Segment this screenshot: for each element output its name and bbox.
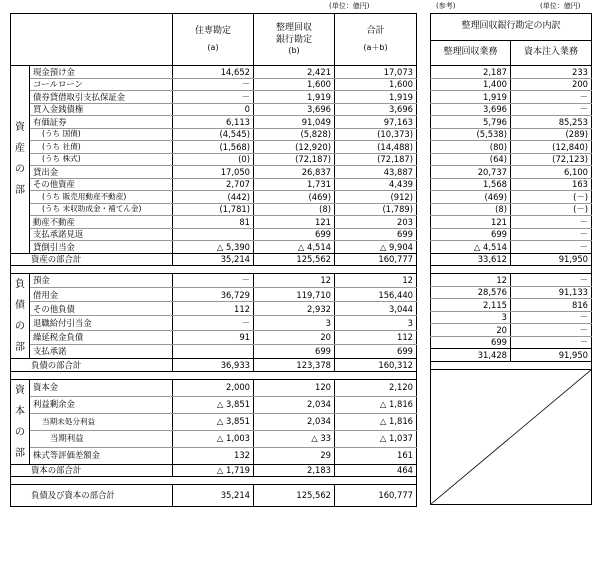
asset_rows-label: (うち 社債) (30, 141, 173, 154)
asset_rows-row (11, 66, 417, 79)
grand-total-c: 160,777 (335, 485, 417, 507)
liability_rows-row (11, 274, 417, 288)
asset_rows-value-c: 4,439 (335, 178, 417, 191)
asset_rows-value-a: (1,568) (173, 141, 254, 154)
capital_rows-section-label: 資 本 の 部 (11, 379, 30, 464)
asset_rows-row (431, 128, 592, 141)
asset_rows-value-c: 97,163 (335, 116, 417, 129)
asset_rows-row (11, 153, 417, 166)
asset_rows-row (11, 216, 417, 229)
liability_rows-value-e: － (511, 311, 592, 324)
capital_rows-value-c: △ 1,816 (335, 396, 417, 413)
asset_rows-label: その他資産 (30, 178, 173, 191)
asset_rows-label: (うち 株式) (30, 153, 173, 166)
asset_rows-row (431, 78, 592, 91)
asset_rows-row (431, 153, 592, 166)
liability_rows-label: 借用金 (30, 288, 173, 302)
asset_rows-value-c: 203 (335, 216, 417, 229)
liability_rows-value-a: 91 (173, 330, 254, 344)
liability_rows-label: その他負債 (30, 302, 173, 316)
asset_rows-value-c: 1,600 (335, 78, 417, 91)
asset_rows-value-e: (－) (511, 203, 592, 216)
header-col-d: 整理回収業務 (431, 41, 511, 66)
liability_rows-label: 繰延税金負債 (30, 330, 173, 344)
asset_rows-row (431, 91, 592, 104)
asset_rows-row (11, 128, 417, 141)
liability_rows-value-b: 699 (254, 344, 335, 358)
liability_rows-value-a (173, 344, 254, 358)
asset_rows-label: (うち 未収助成金・補てん金) (30, 203, 173, 216)
liability_rows-value-c: 112 (335, 330, 417, 344)
capital_rows-value-c: △ 1,037 (335, 430, 417, 447)
asset_rows-value-c: 1,919 (335, 91, 417, 104)
asset_rows-value-b: 2,421 (254, 66, 335, 79)
asset_rows-value-d: 33,612 (431, 253, 511, 266)
liability_rows-value-b: 119,710 (254, 288, 335, 302)
asset_rows-row (431, 141, 592, 154)
liability_rows-row (11, 316, 417, 330)
asset_rows-value-e: 85,253 (511, 116, 592, 129)
liability_rows-value-c: 3 (335, 316, 417, 330)
asset_rows-value-e: － (511, 91, 592, 104)
asset_rows-value-a: － (173, 91, 254, 104)
asset_rows-value-e: － (511, 228, 592, 241)
asset_rows-label: 支払承諾見返 (30, 228, 173, 241)
asset_rows-value-e: － (511, 241, 592, 254)
asset_rows-value-e: (－) (511, 191, 592, 204)
liability_rows-row (11, 302, 417, 316)
asset_rows-value-d: (469) (431, 191, 511, 204)
liability_rows-value-c: 160,312 (335, 359, 417, 372)
asset_rows-value-a: (442) (173, 191, 254, 204)
capital_rows-row (11, 379, 417, 396)
liability_rows-label: 負債の部合計 (11, 359, 173, 372)
asset_rows-value-b: △ 4,514 (254, 241, 335, 254)
asset_rows-row (431, 216, 592, 229)
asset_rows-section-label: 資 産 の 部 (11, 66, 30, 254)
asset_rows-value-b: 91,049 (254, 116, 335, 129)
asset_rows-label: 買入金銭債権 (30, 103, 173, 116)
asset_rows-value-a: 2,707 (173, 178, 254, 191)
asset_rows-row (11, 228, 417, 241)
unit-note-right: (単位：億円) (540, 2, 581, 10)
asset_rows-label: コールローン (30, 78, 173, 91)
asset_rows-value-c: (10,373) (335, 128, 417, 141)
right-title-row (431, 14, 592, 41)
asset_rows-value-c: △ 9,904 (335, 241, 417, 254)
capital_rows-row (11, 430, 417, 447)
asset_rows-row (11, 191, 417, 204)
asset_rows-row (11, 253, 417, 266)
capital_rows-row (11, 464, 417, 477)
capital_rows-label: 資本金 (30, 379, 173, 396)
capital_rows-value-c: 464 (335, 464, 417, 477)
liability_rows-value-d: 12 (431, 274, 511, 287)
capital_rows-label: 当期利益 (30, 430, 173, 447)
reference-note: (参考) (436, 2, 456, 10)
capital_rows-label: 利益剰余金 (30, 396, 173, 413)
asset_rows-value-b: (72,187) (254, 153, 335, 166)
asset_rows-value-b: 1,919 (254, 91, 335, 104)
diagonal-cell-row (431, 369, 592, 504)
unit-note: (単位：億円) (329, 2, 370, 10)
asset_rows-row (431, 166, 592, 179)
capital_rows-value-c: 2,120 (335, 379, 417, 396)
asset_rows-value-e: (289) (511, 128, 592, 141)
balance-sheet-table (10, 13, 417, 507)
capital_rows-value-b: 29 (254, 447, 335, 464)
asset_rows-value-d: 20,737 (431, 166, 511, 179)
capital_rows-value-c: 161 (335, 447, 417, 464)
liability_rows-value-e: 91,133 (511, 286, 592, 299)
asset_rows-value-e: 233 (511, 66, 592, 79)
capital_rows-value-a: △ 1,003 (173, 430, 254, 447)
header-col-e: 資本注入業務 (511, 41, 592, 66)
liability_rows-value-d: 2,115 (431, 299, 511, 312)
asset_rows-value-d: (8) (431, 203, 511, 216)
liability_rows-row (11, 344, 417, 358)
liability_rows-value-b: 2,932 (254, 302, 335, 316)
liability_rows-value-d: 699 (431, 336, 511, 349)
capital_rows-row (11, 413, 417, 430)
asset_rows-row (431, 228, 592, 241)
capital_rows-label: 当期未処分利益 (30, 413, 173, 430)
asset_rows-value-b: 1,731 (254, 178, 335, 191)
asset_rows-label: 動産不動産 (30, 216, 173, 229)
header-row (11, 14, 417, 66)
asset_rows-value-d: 3,696 (431, 103, 511, 116)
right-title: 整理回収銀行勘定の内訳 (431, 14, 592, 41)
asset_rows-value-e: － (511, 216, 592, 229)
asset_rows-value-e: 163 (511, 178, 592, 191)
asset_rows-label: 債券貸借取引支払保証金 (30, 91, 173, 104)
asset_rows-value-c: (72,187) (335, 153, 417, 166)
asset_rows-value-d: 121 (431, 216, 511, 229)
asset_rows-value-b: 1,600 (254, 78, 335, 91)
diagonal-cell (431, 369, 592, 504)
asset_rows-label: (うち 販売用動産不動産) (30, 191, 173, 204)
capital_rows-value-a: 132 (173, 447, 254, 464)
liability_rows-row (431, 349, 592, 362)
asset_rows-value-a: (1,781) (173, 203, 254, 216)
liability_rows-value-a: － (173, 316, 254, 330)
asset_rows-row (11, 241, 417, 254)
liability_rows-section-label: 負 債 の 部 (11, 274, 30, 359)
capital_rows-value-b: 2,034 (254, 396, 335, 413)
asset_rows-value-d: 2,187 (431, 66, 511, 79)
asset_rows-value-e: (12,840) (511, 141, 592, 154)
asset_rows-value-d: △ 4,514 (431, 241, 511, 254)
asset_rows-label: 有価証券 (30, 116, 173, 129)
asset_rows-value-e: 200 (511, 78, 592, 91)
liability_rows-label: 支払承諾 (30, 344, 173, 358)
capital_rows-label: 資本の部合計 (11, 464, 173, 477)
asset_rows-row (431, 66, 592, 79)
liability_rows-value-d: 28,576 (431, 286, 511, 299)
asset_rows-value-e: 91,950 (511, 253, 592, 266)
asset_rows-row (431, 191, 592, 204)
asset_rows-value-a: 35,214 (173, 253, 254, 266)
asset_rows-value-a: － (173, 78, 254, 91)
breakdown-table (430, 13, 592, 505)
asset_rows-value-b: 699 (254, 228, 335, 241)
capital_rows-row (11, 396, 417, 413)
asset_rows-row (11, 178, 417, 191)
asset_rows-row (431, 203, 592, 216)
asset_rows-value-b: (12,920) (254, 141, 335, 154)
liability_rows-row (431, 336, 592, 349)
asset_rows-value-a: (4,545) (173, 128, 254, 141)
asset_rows-value-b: (469) (254, 191, 335, 204)
asset_rows-value-d: 1,400 (431, 78, 511, 91)
liability_rows-row (11, 359, 417, 372)
liability_rows-row (431, 286, 592, 299)
asset_rows-row (11, 141, 417, 154)
asset_rows-label: 貸倒引当金 (30, 241, 173, 254)
liability_rows-label: 退職給付引当金 (30, 316, 173, 330)
header-blank (11, 14, 173, 66)
diagonal-stroke (431, 370, 591, 504)
asset_rows-value-b: (5,828) (254, 128, 335, 141)
asset_rows-value-d: 5,796 (431, 116, 511, 129)
liability_rows-value-b: 20 (254, 330, 335, 344)
asset_rows-value-b: 3,696 (254, 103, 335, 116)
asset_rows-value-a: (0) (173, 153, 254, 166)
asset_rows-value-b: 125,562 (254, 253, 335, 266)
capital_rows-row (11, 447, 417, 464)
asset_rows-value-a: 6,113 (173, 116, 254, 129)
liability_rows-value-e: － (511, 336, 592, 349)
grand-total-a: 35,214 (173, 485, 254, 507)
grand-total-label: 負債及び資本の部合計 (11, 485, 173, 507)
liability_rows-value-b: 123,378 (254, 359, 335, 372)
liability_rows-value-a: 36,729 (173, 288, 254, 302)
asset_rows-label: 貸出金 (30, 166, 173, 179)
asset_rows-row (11, 103, 417, 116)
grand-total-row (11, 485, 417, 507)
liability_rows-value-c: 12 (335, 274, 417, 288)
asset_rows-row (11, 116, 417, 129)
asset_rows-value-c: (14,488) (335, 141, 417, 154)
liability_rows-value-c: 3,044 (335, 302, 417, 316)
liability_rows-value-b: 12 (254, 274, 335, 288)
liability_rows-value-e: － (511, 324, 592, 337)
asset_rows-value-c: 17,073 (335, 66, 417, 79)
liability_rows-value-c: 156,440 (335, 288, 417, 302)
right-header-row (431, 41, 592, 66)
asset_rows-label: 現金預け金 (30, 66, 173, 79)
liability_rows-value-e: 816 (511, 299, 592, 312)
liability_rows-row (431, 324, 592, 337)
asset_rows-value-a: 17,050 (173, 166, 254, 179)
asset_rows-value-c: 160,777 (335, 253, 417, 266)
diagonal-line (431, 370, 591, 504)
capital_rows-value-a: △ 3,851 (173, 413, 254, 430)
liability_rows-value-d: 20 (431, 324, 511, 337)
liability_rows-row (431, 299, 592, 312)
asset_rows-value-e: 6,100 (511, 166, 592, 179)
asset_rows-value-a: 81 (173, 216, 254, 229)
capital_rows-value-b: △ 33 (254, 430, 335, 447)
asset_rows-row (431, 178, 592, 191)
asset_rows-label: 資産の部合計 (11, 253, 173, 266)
header-col-a: 住専勘定 (a) (173, 14, 254, 66)
capital_rows-value-b: 120 (254, 379, 335, 396)
liability_rows-value-a: 112 (173, 302, 254, 316)
capital_rows-value-a: △ 1,719 (173, 464, 254, 477)
asset_rows-value-d: (5,538) (431, 128, 511, 141)
capital_rows-value-a: △ 3,851 (173, 396, 254, 413)
liability_rows-row (431, 311, 592, 324)
asset_rows-value-b: 26,837 (254, 166, 335, 179)
capital_rows-value-c: △ 1,816 (335, 413, 417, 430)
liability_rows-value-a: － (173, 274, 254, 288)
asset_rows-row (11, 78, 417, 91)
header-col-c: 合計 (a＋b) (335, 14, 417, 66)
asset_rows-value-c: (1,789) (335, 203, 417, 216)
asset_rows-row (11, 91, 417, 104)
asset_rows-row (431, 116, 592, 129)
capital_rows-label: 株式等評価差額金 (30, 447, 173, 464)
asset_rows-value-c: 3,696 (335, 103, 417, 116)
asset_rows-value-d: 699 (431, 228, 511, 241)
capital_rows-value-b: 2,034 (254, 413, 335, 430)
asset_rows-value-c: (912) (335, 191, 417, 204)
header-col-b: 整理回収 銀行勘定 (b) (254, 14, 335, 66)
asset_rows-value-a: 0 (173, 103, 254, 116)
grand-total-b: 125,562 (254, 485, 335, 507)
asset_rows-value-a: 14,652 (173, 66, 254, 79)
capital_rows-value-a: 2,000 (173, 379, 254, 396)
liability_rows-value-a: 36,933 (173, 359, 254, 372)
asset_rows-value-a (173, 228, 254, 241)
liability_rows-label: 預金 (30, 274, 173, 288)
asset_rows-row (11, 203, 417, 216)
asset_rows-value-c: 699 (335, 228, 417, 241)
asset_rows-value-d: 1,568 (431, 178, 511, 191)
liability_rows-value-e: 91,950 (511, 349, 592, 362)
asset_rows-row (431, 241, 592, 254)
liability_rows-value-d: 31,428 (431, 349, 511, 362)
liability_rows-value-e: － (511, 274, 592, 287)
liability_rows-value-b: 3 (254, 316, 335, 330)
asset_rows-label: (うち 国債) (30, 128, 173, 141)
asset_rows-value-d: (64) (431, 153, 511, 166)
asset_rows-row (11, 166, 417, 179)
asset_rows-value-e: (72,123) (511, 153, 592, 166)
liability_rows-row (11, 288, 417, 302)
liability_rows-row (11, 330, 417, 344)
capital_rows-value-b: 2,183 (254, 464, 335, 477)
asset_rows-row (431, 103, 592, 116)
liability_rows-value-d: 3 (431, 311, 511, 324)
asset_rows-value-c: 43,887 (335, 166, 417, 179)
liability_rows-value-c: 699 (335, 344, 417, 358)
asset_rows-value-d: 1,919 (431, 91, 511, 104)
liability_rows-row (431, 274, 592, 287)
asset_rows-value-d: (80) (431, 141, 511, 154)
asset_rows-value-b: 121 (254, 216, 335, 229)
asset_rows-value-e: － (511, 103, 592, 116)
asset_rows-value-b: (8) (254, 203, 335, 216)
asset_rows-value-a: △ 5,390 (173, 241, 254, 254)
asset_rows-row (431, 253, 592, 266)
